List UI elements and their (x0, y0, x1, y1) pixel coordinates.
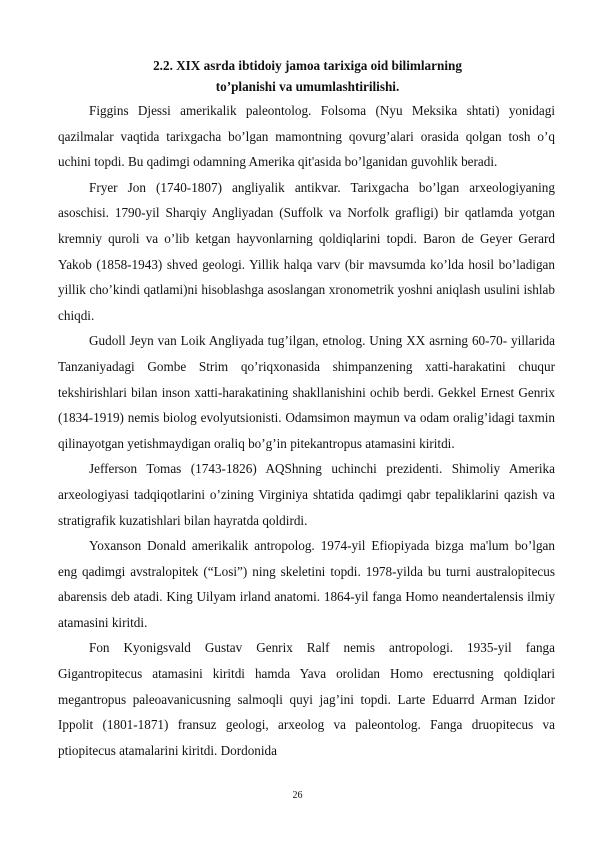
page-number: 26 (292, 790, 303, 801)
body-text (58, 98, 555, 763)
paragraph-fryer: Fryer Jon (1740-1807) angliyalik antikvar. Tarixgacha bo’lgan arxeologiyaning asoschisi. 1790-yil Sharqiy Angliyadan (Suffolk va Norfolk grafligi) bir qatlamda yotgan kremniy quroli va o’lib ketgan hayvonlarning qoldiqlarini topdi. Baron de Geyer Gerard Yakob (1858-1943) shved geologi. Yillik halqa varv (bir mavsumda ko’lda hosil bo’ladigan yillik cho’kindi qatlami)ni hisoblashga asoslangan xronometrik yoshni aniqlash usulini ishlab chiqdi. (58, 179, 555, 323)
paragraph-yoxanson: Yoxanson Donald amerikalik antropolog. 1974-yil Efiopiyada bizga ma'lum bo’lgan eng qadimgi avstralopitek (“Losi”) ning skeletini topdi. 1978-yilda bu turni australopitecus abarensis deb atadi. King Uilyam irland anatomi. 1864-yil fanga Homo neandertalensis ilmiy atamasini kiritdi. (58, 538, 555, 630)
section-heading-line-1: 2.2. XIX asrda ibtidoiy jamoa tarixiga oid bilimlarning (153, 58, 462, 73)
paragraph-kyonigsvald: Fon Kyonigsvald Gustav Genrix Ralf nemis antropologi. 1935-yil fanga Gigantropitecus atamasini kiritdi hamda Yava orolidan Homo erectusning qoldiqlari megantropus paleoavanicusning salmoqli quyi jag’ini topdi. Larte Eduarrd Arman Izidor Ippolit (1801-1871) fransuz geologi, arxeolog va paleontolog. Fanga druopitecus va ptiopitecus atamalarini kiritdi. Dordonida (58, 640, 555, 758)
paragraph-figgins: Figgins Djessi amerikalik paleontolog. Folsoma (Nyu Meksika shtati) yonidagi qazilmalar vaqtida tarixgacha bo’lgan mamontning qovurg’alari orasida qolgan tosh o’q uchini topdi. Bu qadimgi odamning Amerika qit'asida bo’lganidan guvohlik beradi. (58, 103, 555, 170)
section-heading-line-2: to’planishi va umumlashtirilishi. (215, 79, 400, 94)
paragraph-gudoll: Gudoll Jeyn van Loik Angliyada tug’ilgan, etnolog. Uning XX asrning 60-70- yillarida Tanzaniyadagi Gombe Strim qo’riqxonasida shimpanzening xatti-harakatini chuqur tekshirishlari bilan inson xatti-harakatining shakllanishini ochib berdi. Gekkel Ernest Genrix (1834-1919) nemis biolog evolyutsionisti. Odamsimon maymun va odam oralig’idagi taxmin qilinayotgan yetishmaydigan oraliq bo’g’in pitekantropus atamasini kiritdi. (58, 333, 555, 451)
paragraph-jefferson: Jefferson Tomas (1743-1826) AQShning uchinchi prezidenti. Shimoliy Amerika arxeologiyasi tadqiqotlarini o’zining Virginiya shtatida qadimgi qabr tepaliklarini qazish va stratigrafik kuzatishlari bilan hayratda qoldirdi. (58, 461, 555, 528)
